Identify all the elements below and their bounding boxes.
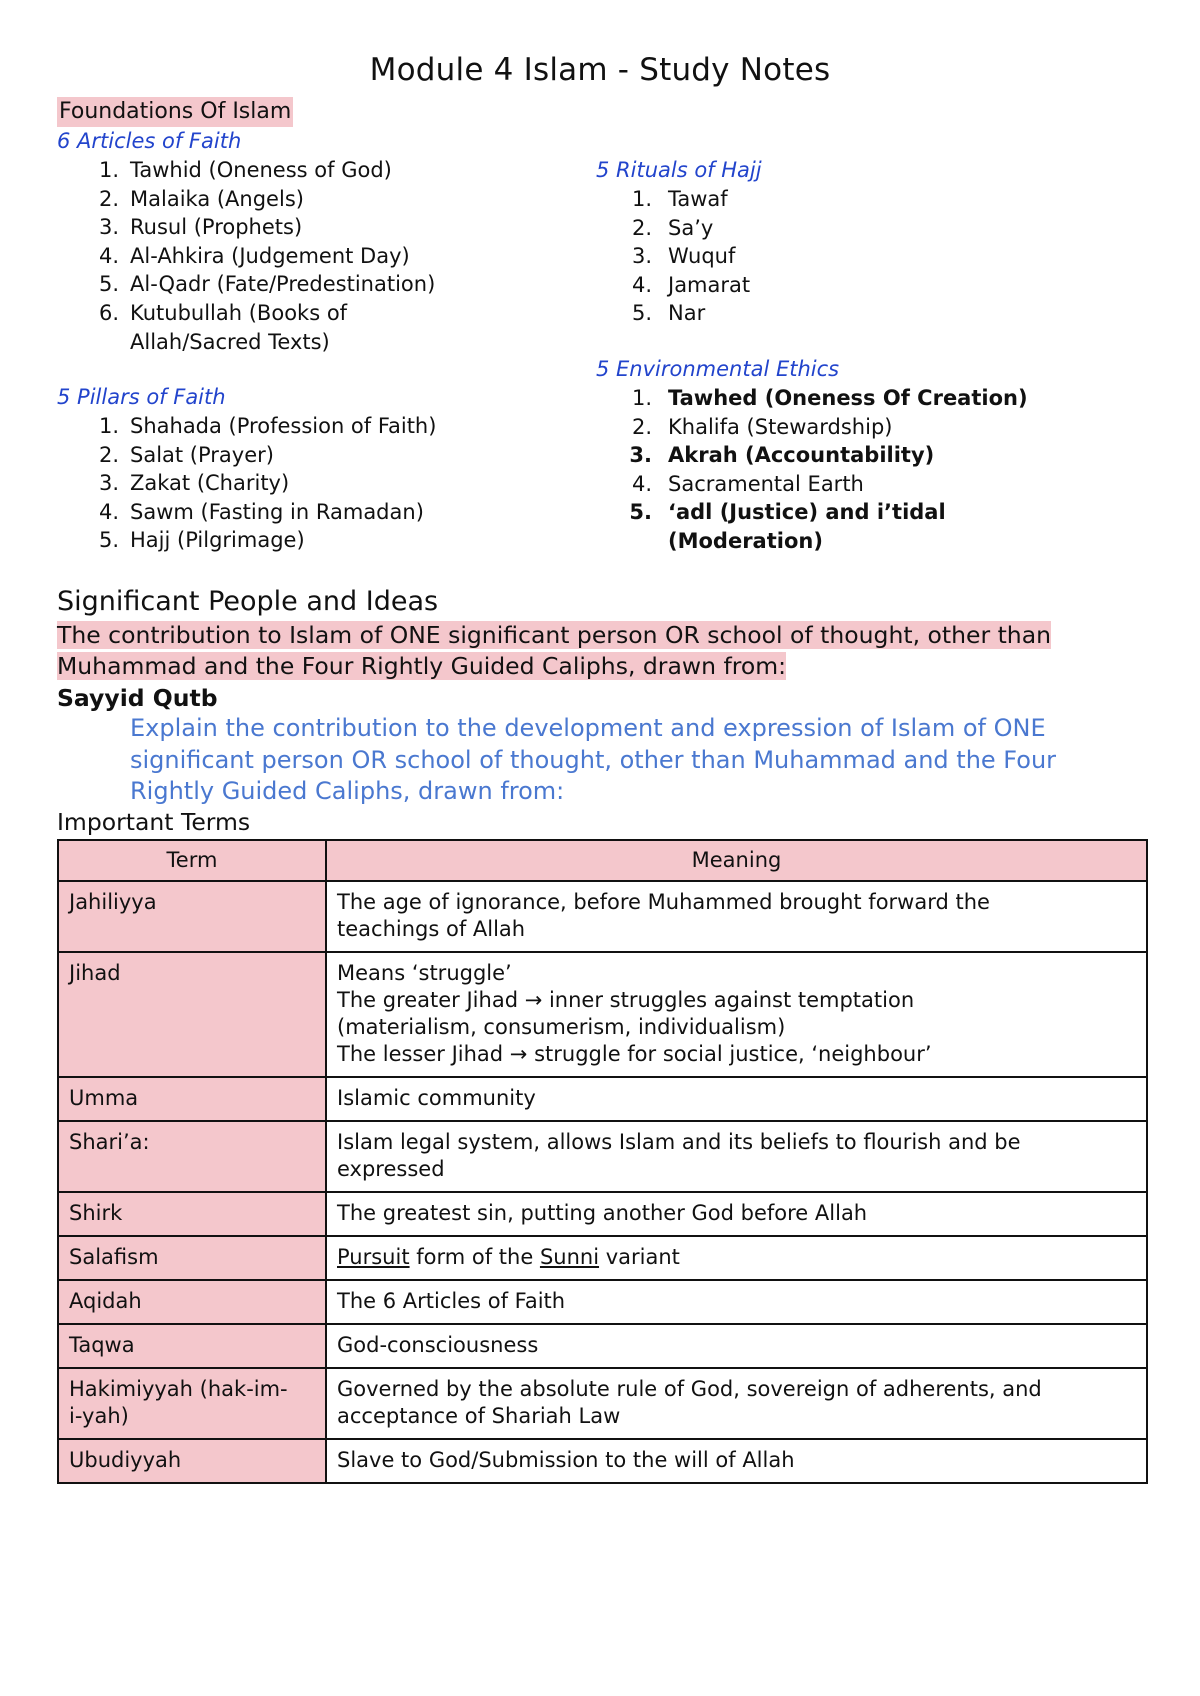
list-item: 1. Tawhid (Oneness of God) [98, 158, 392, 182]
list-item: 3. Zakat (Charity) [98, 471, 290, 496]
list-item: 6. Kutubullah (Books of [98, 300, 348, 325]
column-header-meaning: Meaning [326, 840, 1147, 881]
page-title: Module 4 Islam - Study Notes [369, 52, 831, 88]
list-item: 3. Akrah (Accountability) [629, 443, 935, 468]
articles-heading: 6 Articles of Faith [57, 129, 242, 153]
significant-heading: Significant People and Ideas [57, 586, 439, 617]
list-item: 5. Nar [631, 301, 706, 326]
hajj-list [596, 185, 1116, 328]
list-item: 4. Al-Ahkira (Judgement Day) [98, 243, 410, 268]
table-row: Ubudiyyah Slave to God/Submission to the will of Allah [58, 1439, 1147, 1483]
requirement-text: The contribution to Islam of ONE significant person OR school of thought, other than Muhammad and the Four Rightly Guided Caliphs, drawn from: [57, 621, 1051, 680]
ethics-list [596, 384, 1136, 556]
pillars-list [57, 412, 577, 555]
list-item: 5. ‘adl (Justice) and i’tidal [629, 500, 946, 525]
list-item: 4. Jamarat [631, 272, 751, 297]
list-item: 2. Khalifa (Stewardship) [631, 414, 893, 439]
list-item: 4. Sawm (Fasting in Ramadan) [98, 499, 424, 524]
table-header-row [58, 840, 1147, 881]
list-item: 3. Rusul (Prophets) [98, 215, 303, 240]
list-item: 2. Malaika (Angels) [98, 186, 304, 211]
table-row: Hakimiyyah (hak-im- i-yah) Governed by the absolute rule of God, sovereign of adherents, and acceptance of Shariah Law [58, 1368, 1147, 1439]
pillars-heading: 5 Pillars of Faith [57, 385, 226, 409]
table-row: Umma Islamic community [58, 1077, 1147, 1121]
table-row: Shirk The greatest sin, putting another God before Allah [58, 1192, 1147, 1236]
foundations-heading: Foundations Of Islam [57, 97, 293, 127]
table-row: Taqwa God-consciousness [58, 1324, 1147, 1368]
person-name: Sayyid Qutb [57, 684, 218, 712]
list-item: 2. Salat (Prayer) [98, 442, 274, 467]
list-item: 1. Shahada (Profession of Faith) [98, 414, 437, 438]
list-item: 1. Tawaf [631, 187, 728, 211]
list-item-continuation: (Moderation) [668, 528, 823, 553]
terms-table [57, 839, 1148, 1484]
terms-heading: Important Terms [57, 808, 251, 836]
list-item: 2. Sa’y [631, 215, 714, 240]
ethics-heading: 5 Environmental Ethics [596, 357, 840, 381]
table-row: Jahiliyya The age of ignorance, before Muhammed brought forward the teachings of Allah [58, 881, 1147, 952]
hajj-heading: 5 Rituals of Hajj [596, 158, 762, 182]
list-item: 5. Al-Qadr (Fate/Predestination) [98, 272, 436, 297]
column-header-term: Term [58, 840, 326, 881]
table-row: Jihad Means ‘struggle’ The greater Jihad → inner struggles against temptation (materialism, consumerism, individualism) The lesser Jihad → struggle for social justice, ‘neighbour’ [58, 952, 1147, 1077]
list-item-continuation: Allah/Sacred Texts) [130, 329, 330, 354]
list-item: 3. Wuquf [631, 244, 736, 269]
table-row: Shari’a: Islam legal system, allows Islam and its beliefs to flourish and be expressed [58, 1121, 1147, 1192]
list-item: 4. Sacramental Earth [631, 471, 864, 496]
list-item: 5. Hajj (Pilgrimage) [98, 528, 305, 553]
table-row: Salafism Pursuit form of the Sunni variant [58, 1236, 1147, 1280]
table-row: Aqidah The 6 Articles of Faith [58, 1280, 1147, 1324]
explain-text: Explain the contribution to the development and expression of Islam of ONE significant person OR school of thought, other than Muhammad and the Four Rightly Guided Caliphs, drawn from: [130, 714, 1057, 805]
articles-list [57, 156, 577, 356]
list-item: 1. Tawhed (Oneness Of Creation) [631, 386, 1028, 410]
